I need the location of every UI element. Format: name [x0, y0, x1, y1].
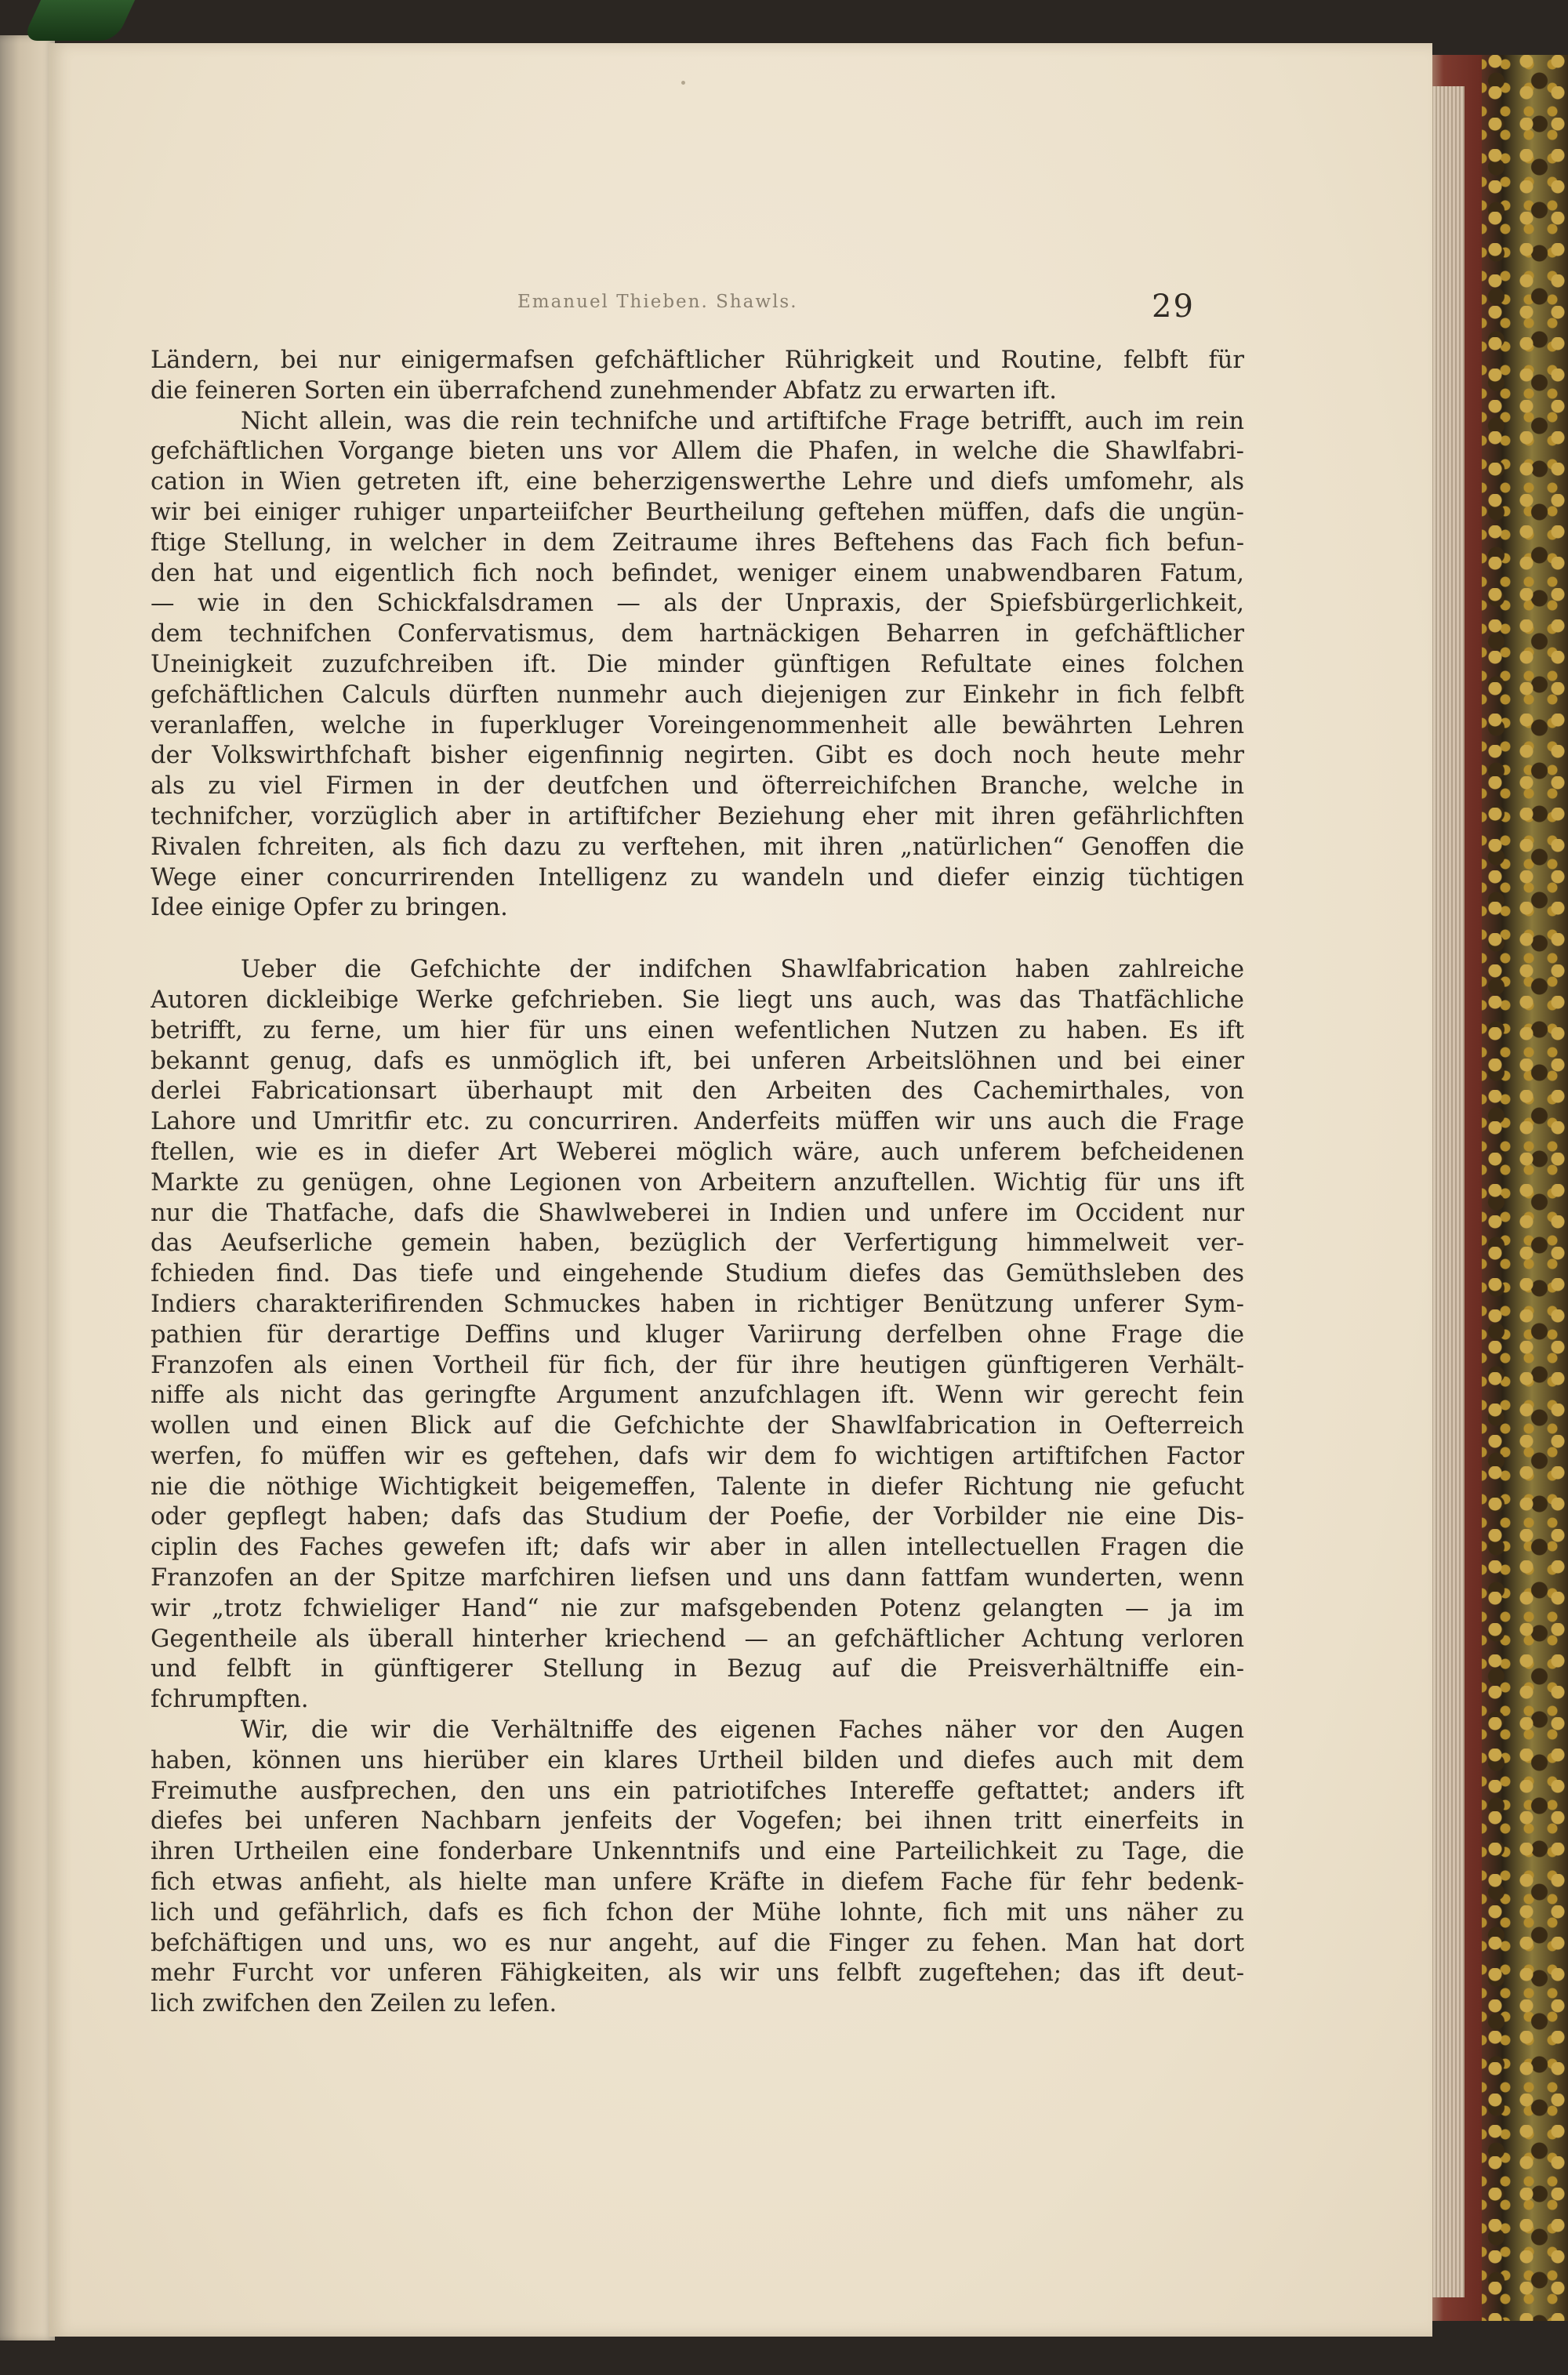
- text-line: technifcher, vorzüglich aber in artiftifcher Beziehung eher mit ihren gefährlichften: [151, 802, 1244, 830]
- text-line: nie die nöthige Wichtigkeit beigemeffen, Talente in diefer Richtung nie gefucht: [151, 1473, 1244, 1501]
- text-line: pathien für derartige Deffins und kluger Variirung derfelben ohne Frage die: [151, 1320, 1244, 1349]
- text-line: und felbft in günftigerer Stellung in Bezug auf die Preisverhältniffe ein-: [151, 1655, 1244, 1683]
- text-line: diefes bei unferen Nachbarn jenfeits der Vogefen; bei ihnen tritt einerfeits in: [151, 1807, 1244, 1836]
- paragraph-2: [151, 407, 1244, 924]
- text-line: betrifft, zu ferne, um hier für uns einen wefentlichen Nutzen zu haben. Es ift: [151, 1016, 1244, 1044]
- text-line: Rivalen fchreiten, als fich dazu zu verftehen, mit ihren „natürlichen“ Genoffen die: [151, 833, 1244, 861]
- text-line: werfen, fo müffen wir es geftehen, dafs wir dem fo wichtigen artiftifchen Factor: [151, 1442, 1244, 1470]
- paragraph-4: [151, 1716, 1244, 2020]
- text-line: Franzofen als einen Vortheil für fich, der für ihre heutigen günftigeren Verhält-: [151, 1351, 1244, 1379]
- text-line: Gegentheile als überall hinterher kriechend — an gefchäftlicher Achtung verloren: [151, 1625, 1244, 1653]
- text-line: Lahore und Umritfir etc. zu concurriren. Anderfeits müffen wir uns auch die Frage: [151, 1108, 1244, 1136]
- text-line: ftige Stellung, in welcher in dem Zeitraume ihres Beftehens das Fach fich befun-: [151, 528, 1244, 557]
- running-head: [49, 289, 1432, 325]
- text-line: Wege einer concurrirenden Intelligenz zu wandeln und diefer einzig tüchtigen: [151, 863, 1244, 892]
- text-line: wollen und einen Blick auf die Gefchichte der Shawlfabrication in Oefterreich: [151, 1412, 1244, 1440]
- text-line: bekannt genug, dafs es unmöglich ift, bei unferen Arbeitslöhnen und bei einer: [151, 1047, 1244, 1075]
- text-line: Idee einige Opfer zu bringen.: [151, 894, 508, 922]
- body-text: [151, 346, 1244, 2020]
- bookmark-ribbon: [22, 0, 135, 41]
- book-page: [49, 43, 1432, 2337]
- text-line: Nicht allein, was die rein technifche und artiftifche Frage betrifft, auch im rein: [241, 407, 1244, 435]
- text-line: wir „trotz fchwieliger Hand“ nie zur mafsgebenden Potenz gelangten — ja im: [151, 1594, 1244, 1622]
- text-line: lich zwifchen den Zeilen zu lefen.: [151, 1990, 557, 2018]
- text-line: gefchäftlichen Calculs dürften nunmehr auch diejenigen zur Einkehr in fich felbft: [151, 681, 1244, 709]
- text-line: Freimuthe ausfprechen, den uns ein patriotifches Intereffe geftattet; anders ift: [151, 1777, 1244, 1805]
- text-line: lich und gefährlich, dafs es fich fchon der Mühe lohnte, fich mit uns näher zu: [151, 1898, 1244, 1927]
- text-line: fchieden find. Das tiefe und eingehende Studium diefes das Gemüthsleben des: [151, 1260, 1244, 1288]
- paper-speck: [681, 81, 685, 85]
- text-line: ciplin des Faches gewefen ift; dafs wir aber in allen intellectuellen Fragen die: [151, 1534, 1244, 1562]
- page-number: 29: [1152, 289, 1195, 325]
- text-line: Ueber die Gefchichte der indifchen Shawlfabrication haben zahlreiche: [241, 956, 1244, 984]
- text-line: cation in Wien getreten ift, eine beherzigenswerthe Lehre und diefs umfomehr, als: [151, 468, 1244, 496]
- text-line: derlei Fabricationsart überhaupt mit den Arbeiten des Cachemirthales, von: [151, 1077, 1244, 1106]
- text-line: Uneinigkeit zuzufchreiben ift. Die minder günftigen Refultate eines folchen: [151, 650, 1244, 678]
- text-line: Autoren dickleibige Werke gefchrieben. Sie liegt uns auch, was das Thatfächliche: [151, 986, 1244, 1014]
- text-line: Indiers charakterifirenden Schmuckes haben in richtiger Benützung unferer Sym-: [151, 1290, 1244, 1318]
- paragraph-3: [151, 955, 1244, 1716]
- text-line: gefchäftlichen Vorgange bieten uns vor Allem die Phafen, in welche die Shawlfabri-: [151, 438, 1244, 466]
- text-line: wir bei einiger ruhiger unparteiifcher Beurtheilung geftehen müffen, dafs die ungün-: [151, 498, 1244, 526]
- text-line: der Volkswirthfchaft bisher eigenfinnig negirten. Gibt es doch noch heute mehr: [151, 742, 1244, 770]
- text-line: niffe als nicht das geringfte Argument anzufchlagen ift. Wenn wir gerecht fein: [151, 1382, 1244, 1410]
- text-line: dem technifchen Confervatismus, dem hartnäckigen Beharren in gefchäftlicher: [151, 620, 1244, 648]
- text-line: — wie in den Schickfalsdramen — als der Unpraxis, der Spiefsbürgerlichkeit,: [151, 590, 1244, 618]
- text-line: oder gepflegt haben; dafs das Studium der Poefie, der Vorbilder nie eine Dis-: [151, 1503, 1244, 1531]
- text-line: ftellen, wie es in diefer Art Weberei möglich wäre, auch unferem befcheidenen: [151, 1138, 1244, 1166]
- text-line: nur die Thatfache, dafs die Shawlweberei in Indien und unfere im Occident nur: [151, 1199, 1244, 1227]
- text-line: haben, können uns hierüber ein klares Urtheil bilden und diefes auch mit dem: [151, 1746, 1244, 1774]
- text-line: ihren Urtheilen eine fonderbare Unkenntnifs und eine Parteilichkeit zu Tage, die: [151, 1838, 1244, 1866]
- text-line: als zu viel Firmen in der deutfchen und öfterreichifchen Branche, welche in: [151, 772, 1244, 801]
- text-line: den hat und eigentlich fich noch befindet, weniger einem unabwendbaren Fatum,: [151, 559, 1244, 587]
- previous-page-edge: [0, 35, 55, 2341]
- text-line: Markte zu genügen, ohne Legionen von Arbeitern anzuftellen. Wichtig für uns ift: [151, 1168, 1244, 1197]
- paragraph-1: [151, 346, 1244, 407]
- text-line: Franzofen an der Spitze marfchiren liefsen und uns dann fattfam wunderten, wenn: [151, 1564, 1244, 1592]
- text-line: Wir, die wir die Verhältniffe des eigenen Faches näher vor den Augen: [241, 1716, 1244, 1745]
- text-line: Ländern, bei nur einigermafsen gefchäftlicher Rührigkeit und Routine, felbft für: [151, 347, 1244, 374]
- text-line: befchäftigen und uns, wo es nur angeht, auf die Finger zu fehen. Man hat dort: [151, 1929, 1244, 1957]
- text-line: fich etwas anfieht, als hielte man unfere Kräfte in diefem Fache für fehr bedenk-: [151, 1868, 1244, 1897]
- text-line: veranlaffen, welche in fuperkluger Voreingenommenheit alle bewährten Lehren: [151, 711, 1244, 739]
- running-title: Emanuel Thieben. Shawls.: [517, 292, 798, 312]
- text-line: die feineren Sorten ein überrafchend zunehmender Abfatz zu erwarten ift.: [151, 376, 1057, 405]
- text-line: fchrumpften.: [151, 1686, 309, 1714]
- text-line: das Aeufserliche gemein haben, bezüglich der Verfertigung himmelweit ver-: [151, 1229, 1244, 1258]
- text-line: mehr Furcht vor unferen Fähigkeiten, als wir uns felbft zugeftehen; das ift deut-: [151, 1959, 1244, 1988]
